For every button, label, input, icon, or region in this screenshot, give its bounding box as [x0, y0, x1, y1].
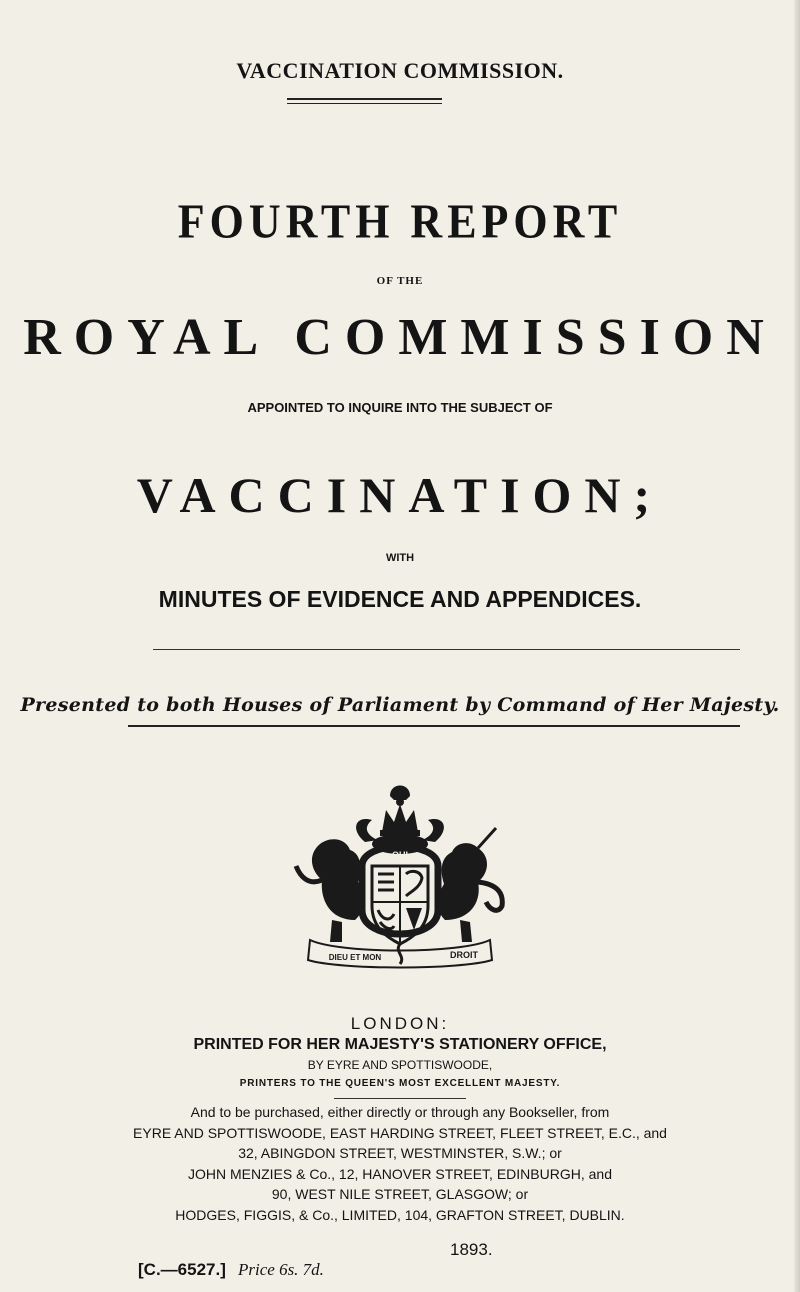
command-number: [C.—6527.] [138, 1260, 226, 1279]
address-line: HODGES, FIGGIS, & Co., LIMITED, 104, GRAFTON STREET, DUBLIN. [175, 1207, 625, 1223]
rule [287, 98, 442, 100]
presented-line: Presented to both Houses of Parliament by Command of Her Majesty. [20, 694, 780, 716]
motto-left: DIEU ET MON [328, 953, 382, 962]
imprint-printer: BY EYRE AND SPOTTISWOODE, [307, 1058, 493, 1072]
rule [153, 649, 740, 650]
price: Price 6s. 7d. [238, 1260, 324, 1279]
of-the-label: OF THE [376, 275, 424, 287]
with-label: WITH [385, 552, 415, 564]
rule [287, 103, 442, 104]
running-head: VACCINATION COMMISSION. [236, 58, 564, 83]
publication-year: 1893. [450, 1240, 493, 1259]
address-line: 90, WEST NILE STREET, GLASGOW; or [271, 1186, 529, 1202]
subject-title: VACCINATION; [136, 467, 664, 523]
imprint-city: LONDON: [350, 1014, 450, 1033]
unicorn-supporter-icon [438, 828, 502, 942]
appointed-line: APPOINTED TO INQUIRE INTO THE SUBJECT OF [247, 400, 553, 415]
motto-scroll [308, 940, 492, 968]
motto-right: DROIT [450, 950, 478, 960]
minutes-line: MINUTES OF EVIDENCE AND APPENDICES. [158, 586, 642, 612]
crown-icon [380, 786, 420, 837]
rule [128, 725, 740, 727]
royal-coat-of-arms-icon [250, 770, 550, 970]
address-line: JOHN MENZIES & Co., 12, HANOVER STREET, EDINBURGH, and [188, 1166, 612, 1182]
svg-text:QUI: QUI [391, 850, 409, 860]
address-line: 32, ABINGDON STREET, WESTMINSTER, S.W.; or [238, 1145, 562, 1161]
imprint-printers-line: PRINTERS TO THE QUEEN'S MOST EXCELLENT MAJESTY. [239, 1078, 561, 1089]
imprint-printed-for: PRINTED FOR HER MAJESTY'S STATIONERY OFFICE, [193, 1036, 607, 1053]
commission-title: ROYAL COMMISSION [23, 309, 777, 366]
rule [334, 1098, 466, 1099]
report-title: FOURTH REPORT [177, 194, 623, 249]
purchase-note: And to be purchased, either directly or through any Bookseller, from [190, 1104, 610, 1120]
address-line: EYRE AND SPOTTISWOODE, EAST HARDING STREET, FLEET STREET, E.C., and [133, 1125, 667, 1141]
lion-supporter-icon [296, 839, 364, 942]
